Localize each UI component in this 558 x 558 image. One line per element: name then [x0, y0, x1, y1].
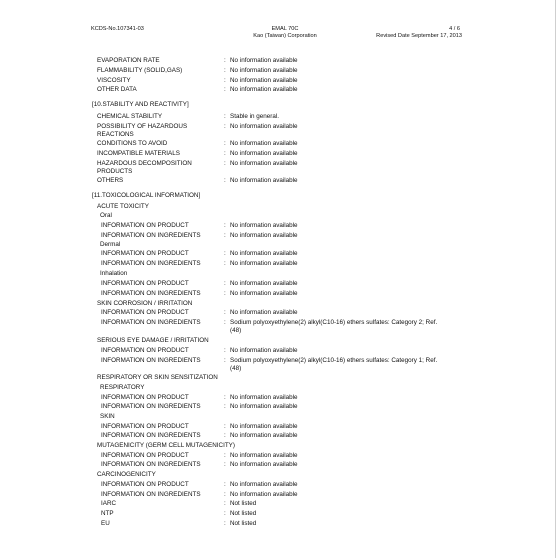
field-separator: : — [224, 232, 226, 239]
subsection-heading: Dermal — [100, 241, 121, 248]
field-value: No information available — [230, 280, 298, 287]
document-number: KCDS-No.107341-03 — [91, 26, 144, 32]
section-heading: [10.STABILITY AND REACTIVITY] — [92, 101, 189, 108]
field-value: No information available — [230, 309, 298, 316]
field-value: No information available — [230, 290, 298, 297]
field-value: No information available — [230, 394, 298, 401]
field-label: CHEMICAL STABILITY — [97, 113, 163, 120]
subsection-heading: Oral — [100, 212, 112, 219]
field-label: NTP — [101, 510, 114, 517]
field-label: INFORMATION ON INGREDIENTS — [101, 260, 201, 267]
field-value: No information available — [230, 347, 298, 354]
field-separator: : — [224, 290, 226, 297]
field-separator: : — [224, 403, 226, 410]
field-value: No information available — [230, 177, 298, 184]
subsection-heading: SERIOUS EYE DAMAGE / IRRITATION — [97, 337, 209, 344]
field-separator: : — [224, 77, 226, 84]
field-label: IARC — [101, 500, 117, 507]
field-separator: : — [224, 250, 226, 257]
field-label: INFORMATION ON PRODUCT — [101, 222, 189, 229]
subsection-heading: CARCINOGENICITY — [97, 471, 156, 478]
field-label: POSSIBILITY OF HAZARDOUS REACTIONS — [97, 123, 188, 138]
field-separator: : — [224, 357, 226, 364]
field-value: No information available — [230, 260, 298, 267]
field-value: No information available — [230, 160, 298, 167]
field-value: Not listed — [230, 510, 257, 517]
field-label: EU — [101, 520, 110, 527]
field-value: No information available — [230, 452, 298, 459]
field-separator: : — [224, 150, 226, 157]
field-label: INFORMATION ON INGREDIENTS — [101, 491, 201, 498]
product-name: EMAL 70C — [271, 26, 299, 32]
field-value: No information available — [230, 250, 298, 257]
field-separator: : — [224, 113, 226, 120]
field-label: INFORMATION ON INGREDIENTS — [101, 403, 201, 410]
subsection-heading: RESPIRATORY OR SKIN SENSITIZATION — [97, 374, 218, 381]
revised-date: Revised Date September 17, 2013 — [376, 33, 462, 39]
field-separator: : — [224, 123, 226, 130]
field-label: INFORMATION ON PRODUCT — [101, 280, 189, 287]
field-value: No information available — [230, 432, 298, 439]
field-label: INFORMATION ON PRODUCT — [101, 481, 189, 488]
field-value: No information available — [230, 140, 298, 147]
field-value: No information available — [230, 461, 298, 468]
subsection-heading: RESPIRATORY — [100, 384, 145, 391]
field-label: INCOMPATIBLE MATERIALS — [97, 150, 180, 157]
field-value: Sodium polyoxyethylene(2) alkyl(C10-16) ethers sulfates: Category 2; Ref.(48) — [230, 319, 438, 334]
field-value: No information available — [230, 481, 298, 488]
field-separator: : — [224, 394, 226, 401]
field-label: INFORMATION ON INGREDIENTS — [101, 232, 201, 239]
field-separator: : — [224, 309, 226, 316]
field-separator: : — [224, 491, 226, 498]
field-label: INFORMATION ON PRODUCT — [101, 423, 189, 430]
field-separator: : — [224, 452, 226, 459]
field-label: FLAMMABILITY (SOLID,GAS) — [97, 67, 183, 74]
field-separator: : — [224, 140, 226, 147]
field-label: INFORMATION ON PRODUCT — [101, 347, 189, 354]
field-value: Not listed — [230, 520, 257, 527]
field-separator: : — [224, 347, 226, 354]
field-separator: : — [224, 260, 226, 267]
field-separator: : — [224, 177, 226, 184]
field-value: No information available — [230, 403, 298, 410]
field-separator: : — [224, 86, 226, 93]
field-value: No information available — [230, 150, 298, 157]
subsection-heading: Inhalation — [100, 270, 128, 277]
field-label: CONDITIONS TO AVOID — [97, 140, 168, 147]
field-separator: : — [224, 500, 226, 507]
field-label: INFORMATION ON INGREDIENTS — [101, 290, 201, 297]
field-value: No information available — [230, 123, 298, 130]
field-separator: : — [224, 319, 226, 326]
field-label: EVAPORATION RATE — [97, 57, 160, 64]
field-value: Stable in general. — [230, 113, 280, 120]
field-separator: : — [224, 481, 226, 488]
field-value: No information available — [230, 77, 298, 84]
field-separator: : — [224, 520, 226, 527]
subsection-heading: ACUTE TOXICITY — [97, 203, 149, 210]
field-separator: : — [224, 280, 226, 287]
field-label: HAZARDOUS DECOMPOSITION PRODUCTS — [97, 160, 192, 175]
subsection-heading: MUTAGENICITY (GERM CELL MUTAGENICITY) — [97, 442, 235, 449]
field-separator: : — [224, 67, 226, 74]
field-label: INFORMATION ON INGREDIENTS — [101, 432, 201, 439]
field-label: INFORMATION ON INGREDIENTS — [101, 461, 201, 468]
page-number: 4 / 6 — [449, 26, 460, 32]
field-value: Sodium polyoxyethylene(2) alkyl(C10-16) ethers sulfates: Category 1; Ref.(48) — [230, 357, 438, 372]
section-heading: [11.TOXICOLOGICAL INFORMATION] — [92, 192, 201, 199]
field-label: INFORMATION ON INGREDIENTS — [101, 357, 201, 364]
field-label: INFORMATION ON PRODUCT — [101, 394, 189, 401]
subsection-heading: SKIN CORROSION / IRRITATION — [97, 300, 193, 307]
field-separator: : — [224, 510, 226, 517]
field-value: No information available — [230, 222, 298, 229]
company-name: Kao (Taiwan) Corporation — [253, 33, 317, 39]
field-value: Not listed — [230, 500, 257, 507]
field-separator: : — [224, 222, 226, 229]
field-separator: : — [224, 57, 226, 64]
field-separator: : — [224, 160, 226, 167]
field-label: OTHERS — [97, 177, 124, 184]
field-label: OTHER DATA — [97, 86, 137, 93]
field-value: No information available — [230, 232, 298, 239]
field-label: INFORMATION ON PRODUCT — [101, 309, 189, 316]
field-value: No information available — [230, 67, 298, 74]
field-separator: : — [224, 461, 226, 468]
field-value: No information available — [230, 86, 298, 93]
field-value: No information available — [230, 57, 298, 64]
field-separator: : — [224, 423, 226, 430]
field-label: VISCOSITY — [97, 77, 131, 84]
field-value: No information available — [230, 423, 298, 430]
field-label: INFORMATION ON PRODUCT — [101, 452, 189, 459]
subsection-heading: SKIN — [100, 413, 115, 420]
field-label: INFORMATION ON PRODUCT — [101, 250, 189, 257]
field-separator: : — [224, 432, 226, 439]
field-value: No information available — [230, 491, 298, 498]
field-label: INFORMATION ON INGREDIENTS — [101, 319, 201, 326]
